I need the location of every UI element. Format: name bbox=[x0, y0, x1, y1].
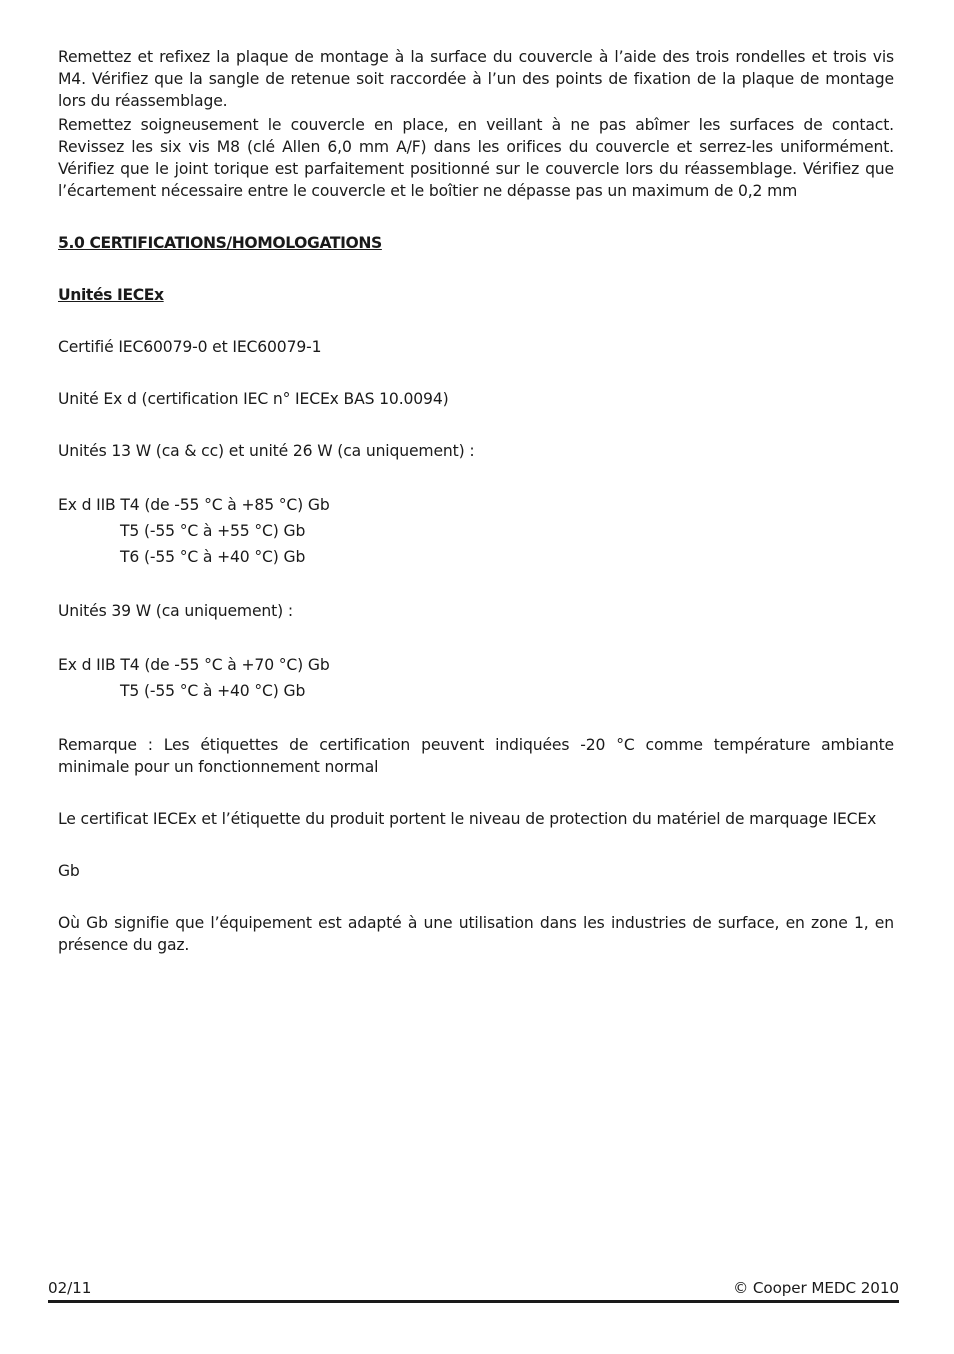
paragraph-mounting-plate: Remettez et refixez la plaque de montage à la surface du couvercle à l’aide des trois rondelles et trois vis M4. Vérifiez que la sangle de retenue soit raccordée à l’un des points de fixation de la plaque de montage lors du réassemblage. bbox=[58, 48, 894, 110]
footer-date: 02/11 bbox=[48, 1279, 92, 1297]
rating-39-t5: T5 (-55 °C à +40 °C) Gb bbox=[120, 682, 306, 700]
section-heading: 5.0 CERTIFICATIONS/HOMOLOGATIONS bbox=[58, 234, 382, 252]
units-13-26-line: Unités 13 W (ca & cc) et unité 26 W (ca uniquement) : bbox=[58, 442, 475, 460]
rating-39-t4: Ex d IIB T4 (de -55 °C à +70 °C) Gb bbox=[58, 656, 330, 674]
certified-line: Certifié IEC60079-0 et IEC60079-1 bbox=[58, 338, 322, 356]
certificate-note: Le certificat IECEx et l’étiquette du produit portent le niveau de protection du matériel de marquage IECEx bbox=[58, 810, 877, 828]
footer-rule bbox=[48, 1300, 899, 1303]
footer-copyright: © Cooper MEDC 2010 bbox=[733, 1279, 899, 1297]
rating-13-26-t6: T6 (-55 °C à +40 °C) Gb bbox=[120, 548, 306, 566]
paragraph-cover: Remettez soigneusement le couvercle en place, en veillant à ne pas abîmer les surfaces de contact. Revissez les six vis M8 (clé Allen 6,0 mm A/F) dans les orifices du couvercle et serrez-les uniformément. Vérifiez que le joint torique est parfaitement positionné sur le couvercle lors du réassemblage. Vérifiez que l’écartement nécessaire entre le couvercle et le boîtier ne dépasse pas un maximum de 0,2 mm bbox=[58, 116, 894, 200]
rating-13-26-t5: T5 (-55 °C à +55 °C) Gb bbox=[120, 522, 306, 540]
units-39-line: Unités 39 W (ca uniquement) : bbox=[58, 602, 293, 620]
remark-paragraph: Remarque : Les étiquettes de certification peuvent indiquées -20 °C comme température ambiante minimale pour un fonctionnement normal bbox=[58, 736, 894, 776]
unit-exd-line: Unité Ex d (certification IEC n° IECEx BAS 10.0094) bbox=[58, 390, 449, 408]
rating-13-26-t4: Ex d IIB T4 (de -55 °C à +85 °C) Gb bbox=[58, 496, 330, 514]
section-subheading: Unités IECEx bbox=[58, 286, 164, 304]
gb-meaning-paragraph: Où Gb signifie que l’équipement est adapté à une utilisation dans les industries de surface, en zone 1, en présence du gaz. bbox=[58, 914, 894, 954]
document-body bbox=[58, 46, 894, 956]
gb-marking: Gb bbox=[58, 862, 80, 880]
